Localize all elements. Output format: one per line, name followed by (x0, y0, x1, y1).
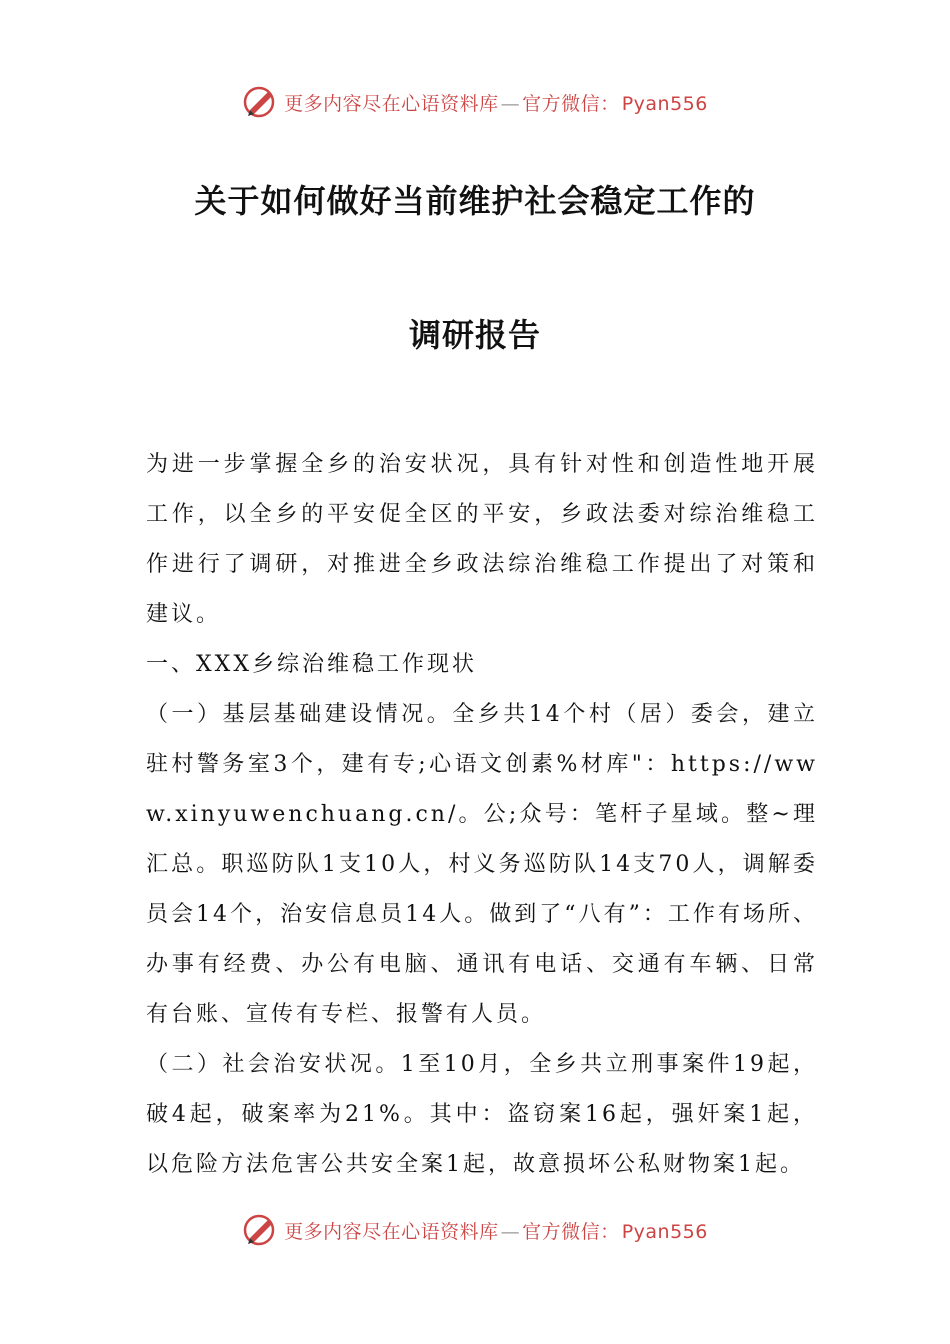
banner-wechat-id: Pyan556 (621, 92, 708, 115)
pen-logo-icon (242, 1212, 278, 1248)
header-watermark-banner (0, 80, 950, 124)
banner-wechat-label: 官方微信： (522, 92, 620, 115)
banner-site-text: 更多内容尽在心语资料库 (284, 92, 499, 115)
banner-wechat-label: 官方微信： (522, 1220, 620, 1243)
body-paragraph-basics: （一）基层基础建设情况。全乡共14个村（居）委会，建立驻村警务室3个，建有专;心语文创素%材库"：https://www.xinyuwenchuang.cn/。公;众号：笔杆子星域。整~理汇总。职巡防队1支10人，村义务巡防队14支70人，调解委员会14个，治安信息员14人。做到了“八有”：工作有场所、办事有经费、办公有电脑、通讯有电话、交通有车辆、日常有台账、宣传有专栏、报警有人员。 (146, 702, 818, 1027)
body-paragraph-security: （二）社会治安状况。1至10月，全乡共立刑事案件19起，破4起，破案率为21%。其中：盗窃案16起，强奸案1起，以危险方法危害公共安全案1起，故意损坏公私财物案1起。 (146, 1052, 818, 1177)
banner-text (284, 89, 708, 116)
banner-text (284, 1217, 708, 1244)
section-heading: 一、XXX乡综治维稳工作现状 (146, 652, 477, 677)
body-paragraph-intro: 为进一步掌握全乡的治安状况，具有针对性和创造性地开展工作，以全乡的平安促全区的平安，乡政法委对综治维稳工作进行了调研，对推进全乡政法综治维稳工作提出了对策和建议。 (146, 452, 818, 627)
banner-separator: — (500, 1220, 521, 1243)
document-body (146, 440, 818, 1190)
banner-separator: — (500, 92, 521, 115)
document-title-line1: 关于如何做好当前维护社会稳定工作的 (194, 182, 756, 220)
pen-logo-icon (242, 84, 278, 120)
footer-watermark-banner (0, 1208, 950, 1252)
banner-site-text: 更多内容尽在心语资料库 (284, 1220, 499, 1243)
document-title-line2: 调研报告 (408, 316, 541, 354)
banner-wechat-id: Pyan556 (621, 1220, 708, 1243)
